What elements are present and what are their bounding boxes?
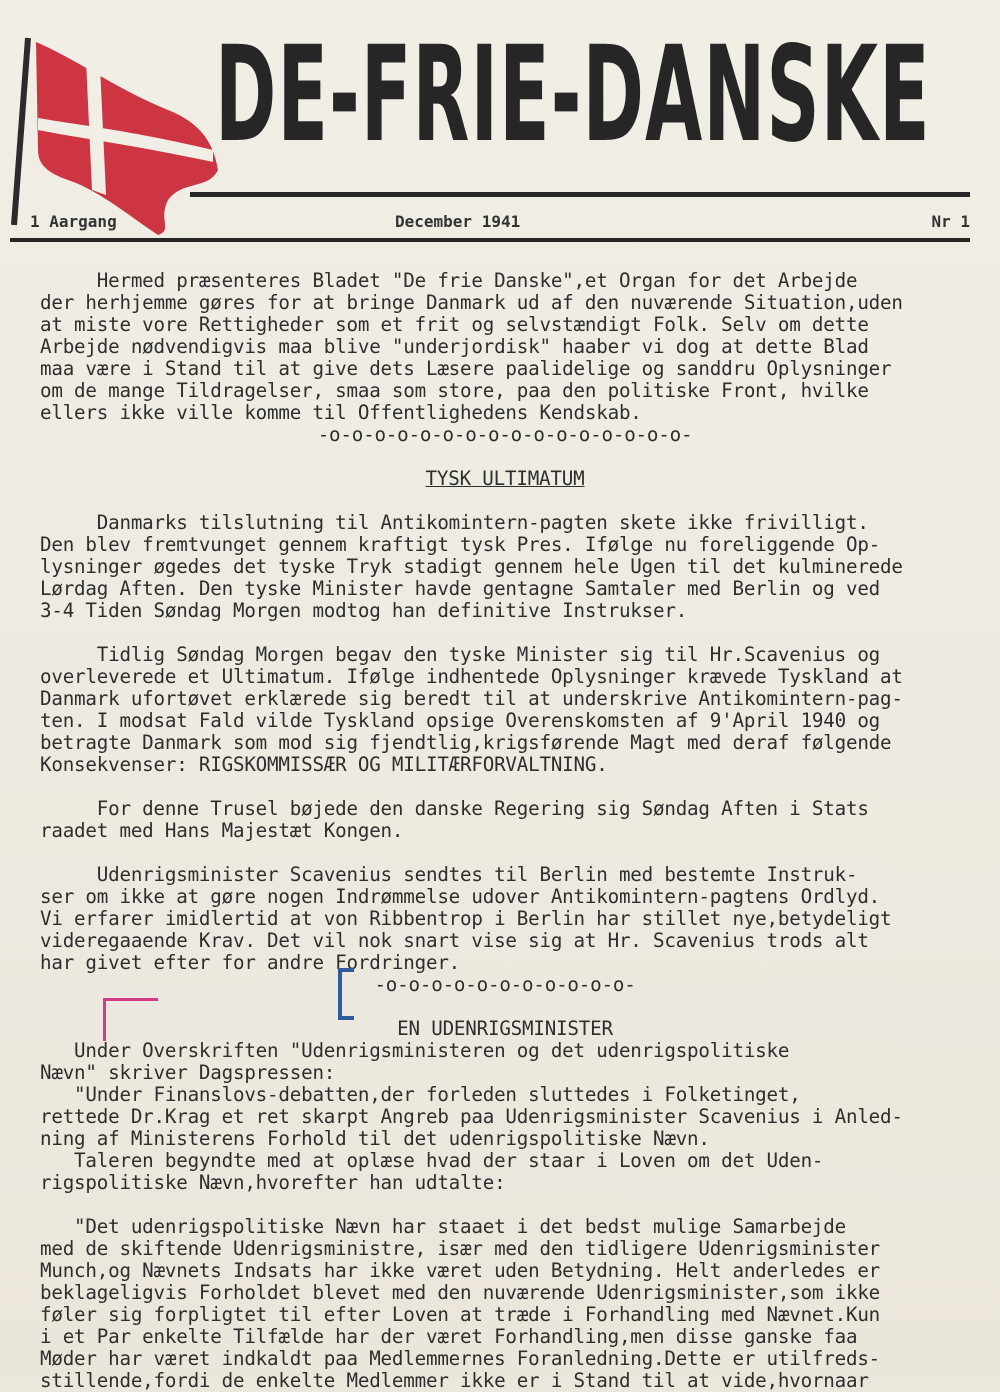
text-line: ellers ikke ville komme til Offentlighedens Kendskab.: [40, 401, 642, 424]
paragraph: [40, 1040, 970, 1194]
text-line: ning af Ministerens Forhold til det udenrigspolitiske Nævn.: [40, 1127, 710, 1150]
text-line: Nævn" skriver Dagspressen:: [40, 1061, 336, 1084]
text-line: Lørdag Aften. Den tyske Minister havde gentagne Samtaler med Berlin og ved: [40, 577, 881, 600]
text-line: For denne Trusel bøjede den danske Regering sig Søndag Aften i Stats: [40, 797, 869, 820]
quote-paragraph: [40, 1216, 970, 1392]
text-line: stillende,fordi de enkelte Medlemmer ikke er i Stand til at vide,hvornaar: [40, 1369, 869, 1392]
article-body: [40, 270, 970, 1392]
text-line: i et Par enkelte Tilfælde har der været Forhandling,men disse ganske faa: [40, 1325, 858, 1348]
text-line: har givet efter for andre Fordringer.: [40, 951, 461, 974]
pink-pen-mark: [103, 998, 158, 1041]
volume-label: 1 Aargang: [30, 212, 117, 231]
intro-paragraph: [40, 270, 970, 424]
text-line: føler sig forpligtet til efter Loven at træde i Forhandling med Nævnet.Kun: [40, 1303, 881, 1326]
paragraph: [40, 864, 970, 974]
text-line: at miste vore Rettigheder som et frit og selvstændigt Folk. Selv om dette: [40, 313, 869, 336]
text-line: betragte Danmark som mod sig fjendtlig,krigsførende Magt med deraf følgende: [40, 731, 892, 754]
paragraph: [40, 644, 970, 776]
text-line: om de mange Tildragelser, smaa som store, paa den politiske Front, hvilke: [40, 379, 869, 402]
masthead-rule-bottom: [10, 238, 970, 242]
text-line: Tidlig Søndag Morgen begav den tyske Minister sig til Hr.Scavenius og: [40, 643, 881, 666]
text-line: rigspolitiske Nævn,hvorefter han udtalte:: [40, 1171, 506, 1194]
text-line: Arbejde nødvendigvis maa blive "underjordisk" haaber vi dog at dette Blad: [40, 335, 869, 358]
paragraph: [40, 512, 970, 622]
text-line: 3-4 Tiden Søndag Morgen modtog han definitive Instrukser.: [40, 599, 688, 622]
text-line: ser om ikke at gøre nogen Indrømmelse udover Antikomintern-pagtens Ordlyd.: [40, 885, 881, 908]
masthead-title: DE-FRIE-DANSKE: [215, 18, 931, 172]
text-line: Hermed præsenteres Bladet "De frie Danske",et Organ for det Arbejde: [40, 269, 858, 292]
text-line: Danmarks tilslutning til Antikomintern-pagten skete ikke frivilligt.: [40, 511, 869, 534]
text-line: Danmark ufortøvet erklærede sig beredt til at underskrive Antikomintern-pag-: [40, 687, 903, 710]
text-line: Munch,og Nævnets Indsats har ikke været uden Betydning. Helt anderledes er: [40, 1259, 881, 1282]
section-heading: TYSK ULTIMATUM: [425, 467, 585, 490]
separator: -o-o-o-o-o-o-o-o-o-o-o-: [374, 973, 636, 996]
text-line: Vi erfarer imidlertid at von Ribbentrop i Berlin har stillet nye,betydeligt: [40, 907, 892, 930]
text-line: ten. I modsat Fald vilde Tyskland opsige Overenskomsten af 9'April 1940 og: [40, 709, 881, 732]
text-line: "Under Finanslovs-debatten,der forleden sluttedes i Folketinget,: [40, 1083, 801, 1106]
text-line: beklageligvis Forholdet blevet med den nuværende Udenrigsminister,som ikke: [40, 1281, 881, 1304]
text-line: der herhjemme gøres for at bringe Danmark ud af den nuværende Situation,uden: [40, 291, 903, 314]
text-line: maa være i Stand til at give dets Læsere paalidelige og sanddru Oplysninger: [40, 357, 892, 380]
paragraph: [40, 798, 970, 842]
text-line: overleverede et Ultimatum. Ifølge indhentede Oplysninger krævede Tyskland at: [40, 665, 903, 688]
text-line: Udenrigsminister Scavenius sendtes til Berlin med bestemte Instruk-: [40, 863, 858, 886]
text-line: Taleren begyndte med at oplæse hvad der staar i Loven om det Uden-: [40, 1149, 824, 1172]
masthead-rule-top: [190, 192, 970, 197]
separator: -o-o-o-o-o-o-o-o-o-o-o-o-o-o-o-o-: [317, 423, 693, 446]
text-line: lysninger øgedes det tyske Tryk stadigt gennem hele Ugen til det kulminerede: [40, 555, 903, 578]
text-line: Konsekvenser: RIGSKOMMISSÆR OG MILITÆRFORVALTNING.: [40, 753, 608, 776]
text-line: raadet med Hans Majestæt Kongen.: [40, 819, 404, 842]
issue-date: December 1941: [395, 212, 521, 231]
blue-bracket-mark: [338, 968, 354, 1020]
text-line: Den blev fremtvunget gennem kraftigt tysk Pres. Ifølge nu foreliggende Op-: [40, 533, 881, 556]
dateline: [30, 212, 970, 236]
danish-flag-icon: [8, 30, 233, 235]
section-heading: EN UDENRIGSMINISTER: [397, 1017, 613, 1040]
text-line: rettede Dr.Krag et ret skarpt Angreb paa Udenrigsminister Scavenius i Anled-: [40, 1105, 903, 1128]
text-line: med de skiftende Udenrigsministre, især med den tidligere Udenrigsminister: [40, 1237, 881, 1260]
text-line: "Det udenrigspolitiske Nævn har staaet i det bedst mulige Samarbejde: [40, 1215, 846, 1238]
issue-number: Nr 1: [931, 212, 970, 231]
text-line: Møder har været indkaldt paa Medlemmernes Foranledning.Dette er utilfreds-: [40, 1347, 881, 1370]
text-line: videregaaende Krav. Det vil nok snart vise sig at Hr. Scavenius trods alt: [40, 929, 869, 952]
text-line: Under Overskriften "Udenrigsministeren og det udenrigspolitiske: [40, 1039, 790, 1062]
